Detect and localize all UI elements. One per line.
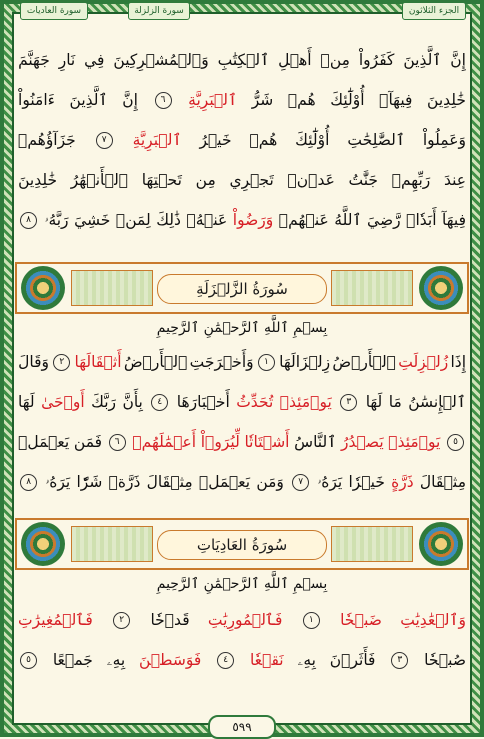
word: وَقَالَ (18, 353, 49, 371)
header-surah-left: سورة العاديات (20, 2, 88, 20)
word: إِنَّ (122, 91, 138, 109)
word: عِندَ (443, 171, 466, 189)
word: ٱلَّذِينَ (69, 91, 108, 109)
word: إِنَّ (450, 51, 466, 69)
word: بِهِۦ (106, 651, 126, 669)
word: صُبۡحٗا (424, 651, 466, 669)
word: فَأَثَرۡنَ (329, 651, 376, 669)
word: يَوۡمَئِذٖ (388, 433, 441, 451)
word: أَخۡبَارَهَا (176, 393, 230, 411)
word: مِثۡقَالَ (419, 473, 466, 491)
verse-number-marker: ٨ (20, 474, 37, 491)
word: تَجۡرِي (229, 171, 274, 189)
surah-banner-zalzala (15, 262, 469, 314)
word: هُمۡ (249, 131, 278, 149)
word: يَصۡدُرُ (340, 433, 384, 451)
word: ٱلۡأَرۡضُ (123, 353, 188, 371)
word: ٱلۡأَنۡهَٰرُ (70, 171, 129, 189)
basmala: بِسۡمِ ٱللَّهِ ٱلرَّحۡمَٰنِ ٱلرَّحِيمِ (156, 320, 328, 336)
bayyina-text (18, 40, 466, 240)
verse-number-marker: ٣ (391, 652, 408, 669)
verse-number-marker: ١ (303, 612, 320, 629)
word: جَنَّٰتُ (348, 171, 378, 189)
medallion-icon (21, 522, 65, 566)
word: وَرَضُواْ (232, 211, 274, 229)
word: يَرَهُۥ (317, 473, 343, 491)
verse-number-marker: ١ (258, 354, 275, 371)
word: ذَرَّةٍ (391, 473, 414, 491)
word: خَيۡرٗا (348, 473, 385, 491)
word: فِيهَآۚ (379, 91, 413, 109)
verse-number-marker: ٤ (151, 394, 168, 411)
text-line (18, 600, 466, 640)
verse-number-marker: ٢ (113, 612, 130, 629)
word: شَرّٗا (76, 473, 103, 491)
word: يَرَهُۥ (45, 473, 71, 491)
word: وَٱلۡمُشۡرِكِينَ (113, 51, 209, 69)
word: جَهَنَّمَ (18, 51, 50, 69)
word: لَهَا (18, 393, 35, 411)
word: ٱلنَّاسُ (294, 433, 337, 451)
text-line (18, 640, 466, 680)
word: ءَامَنُواْ (18, 91, 55, 109)
word: رَبَّهُۥ (44, 211, 69, 229)
word: يَعۡمَلۡ (18, 433, 70, 451)
word: أَعۡمَٰلَهُمۡ (132, 433, 197, 451)
verse-number-marker: ٣ (340, 394, 357, 411)
word: مِثۡقَالَ (146, 473, 193, 491)
text-line (18, 422, 466, 462)
word: نَقۡعٗا (249, 651, 284, 669)
word: فَوَسَطۡنَ (139, 651, 202, 669)
medallion-icon (419, 266, 463, 310)
word: لِّيُرَوۡاْ (200, 433, 240, 451)
verse-number-marker: ٦ (155, 92, 172, 109)
text-line (18, 120, 466, 160)
word: رَبِّهِمۡ (391, 171, 431, 189)
word: يَعۡمَلۡ (198, 473, 251, 491)
word: خَٰلِدِينَ (427, 91, 466, 109)
word: مَا (388, 393, 402, 411)
word: ٱللَّهُ (334, 211, 362, 229)
text-line (18, 382, 466, 422)
word: زُلۡزِلَتِ (398, 353, 449, 371)
word: وَعَمِلُواْ (422, 131, 466, 149)
word: فِي (84, 51, 105, 69)
text-line (18, 80, 466, 120)
word: ٱلۡبَرِيَّةِ (132, 131, 182, 149)
word: لَهَا (365, 393, 383, 411)
word: هُمۡ (287, 91, 316, 109)
verse-number-marker: ٢ (53, 354, 70, 371)
word: ذَرَّةٖ (108, 473, 141, 491)
surah-title: سُورَةُ الزَّلۡزَلَةِ (157, 274, 327, 304)
word: ٱلَّذِينَ (403, 51, 442, 69)
word: فِيهَآ (442, 211, 466, 229)
word: ٱلۡكِتَٰبِ (217, 51, 270, 69)
banner-ornament (71, 270, 153, 306)
word: أُوْلَٰٓئِكَ (295, 131, 330, 149)
word: إِذَا (450, 353, 466, 371)
word: ضَبۡحٗا (340, 611, 382, 629)
banner-ornament (331, 270, 413, 306)
text-line (18, 462, 466, 502)
word: بِهِۦ (297, 651, 316, 669)
word: أَثۡقَالَهَا (74, 353, 122, 371)
medallion-icon (21, 266, 65, 310)
header-juz: الجزء الثلاثون (402, 2, 466, 20)
banner-ornament (331, 526, 413, 562)
page-number: ٥٩٩ (208, 715, 276, 739)
word: أَهۡلِ (278, 51, 312, 69)
word: نَارِ (58, 51, 76, 69)
verse-number-marker: ٥ (20, 652, 37, 669)
word: عَنۡهُۚ (186, 211, 228, 229)
basmala: بِسۡمِ ٱللَّهِ ٱلرَّحۡمَٰنِ ٱلرَّحِيمِ (156, 576, 328, 592)
text-line (18, 342, 466, 382)
text-line (18, 160, 466, 200)
word: ٱلۡأَرۡضُ (332, 353, 396, 371)
word: قَدۡحٗا (150, 611, 190, 629)
word: أُوْلَٰٓئِكَ (330, 91, 365, 109)
word: عَنۡهُمۡ (278, 211, 329, 229)
word: فَمَن (73, 433, 103, 451)
word: بِأَنَّ (122, 393, 143, 411)
surah-title: سُورَةُ العَادِيَاتِ (157, 530, 327, 560)
text-line (18, 40, 466, 80)
header-surah-right: سورة الزلزلة (128, 2, 190, 20)
word: وَٱلۡعَٰدِيَٰتِ (400, 611, 466, 629)
word: خَشِيَ (74, 211, 111, 229)
word: مِن (195, 171, 216, 189)
word: جَمۡعًا (52, 651, 93, 669)
word: عَدۡنٖ (287, 171, 335, 189)
medallion-icon (419, 522, 463, 566)
word: تُحَدِّثُ (236, 393, 274, 411)
zalzala-text (18, 342, 466, 502)
word: كَفَرُواْ (358, 51, 395, 69)
word: مِنۡ (320, 51, 350, 69)
word: لِمَنۡ (115, 211, 151, 229)
word: أَبَدٗاۖ (406, 211, 437, 229)
verse-number-marker: ٦ (109, 434, 126, 451)
word: خَيۡرُ (199, 131, 232, 149)
surah-banner-adiyat (15, 518, 469, 570)
verse-number-marker: ٥ (447, 434, 464, 451)
word: تَحۡتِهَا (141, 171, 182, 189)
word: وَمَن (256, 473, 284, 491)
word: زِلۡزَالَهَا (279, 353, 331, 371)
verse-number-marker: ٧ (96, 132, 113, 149)
word: جَزَآؤُهُمۡ (18, 131, 76, 149)
word: رَّضِيَ (367, 211, 401, 229)
verse-number-marker: ٨ (20, 212, 37, 229)
verse-number-marker: ٤ (217, 652, 234, 669)
word: وَأَخۡرَجَتِ (189, 353, 254, 371)
word: فَٱلۡمُغِيرَٰتِ (18, 611, 93, 629)
word: ٱلصَّٰلِحَٰتِ (347, 131, 405, 149)
verse-number-marker: ٧ (292, 474, 309, 491)
word: أَشۡتَاتٗا (244, 433, 290, 451)
word: ذَٰلِكَ (156, 211, 181, 229)
text-line (18, 200, 466, 240)
word: خَٰلِدِينَ (18, 171, 58, 189)
word: ٱلۡبَرِيَّةِ (188, 91, 238, 109)
banner-ornament (71, 526, 153, 562)
word: أَوۡحَىٰ (41, 393, 85, 411)
word: ٱلۡإِنسَٰنُ (408, 393, 466, 411)
word: فَٱلۡمُورِيَٰتِ (207, 611, 283, 629)
word: شَرُّ (251, 91, 274, 109)
adiyat-text (18, 600, 466, 680)
word: رَبَّكَ (91, 393, 116, 411)
word: يَوۡمَئِذٖ (279, 393, 332, 411)
